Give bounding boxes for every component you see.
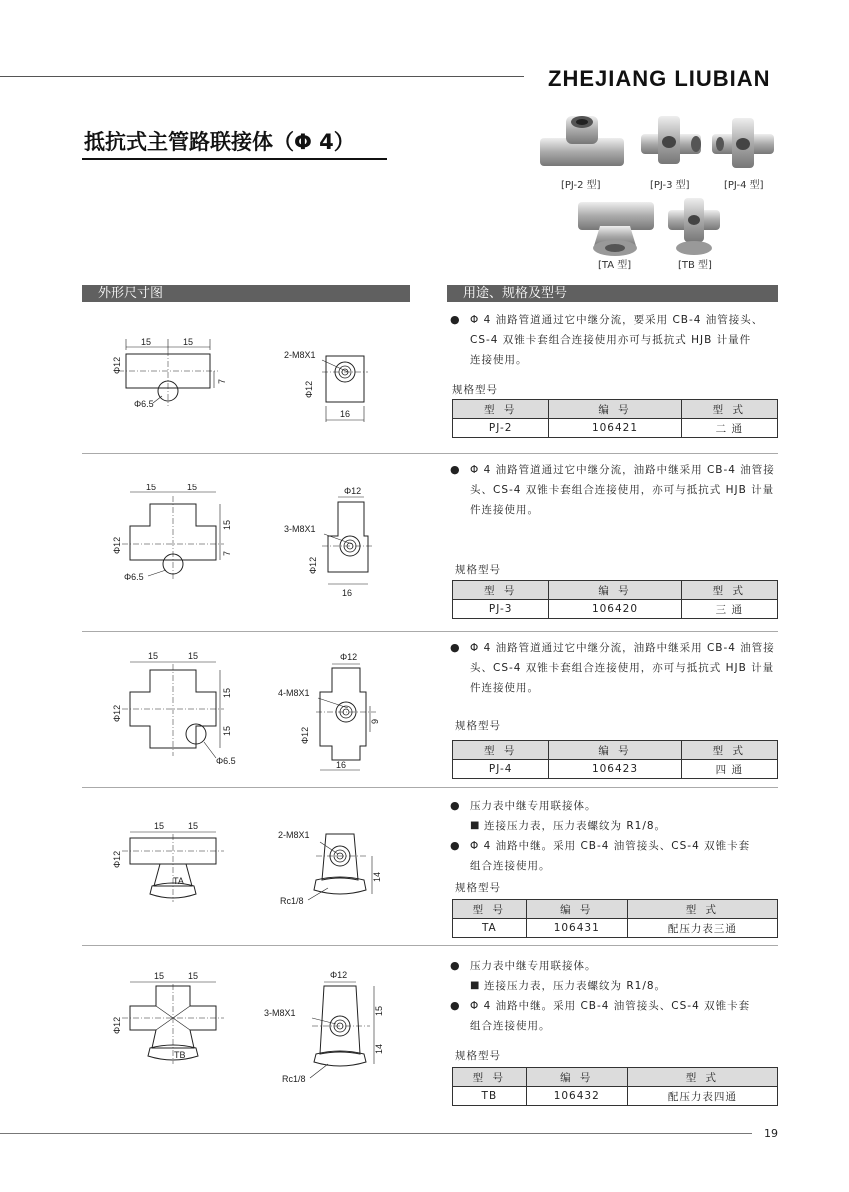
dim-v: 15 <box>374 1005 384 1016</box>
bullet-icon: ● <box>450 463 461 476</box>
spec-table-pj2: 型 号 编 号 型 式 PJ-2 106421 二 通 <box>452 399 778 438</box>
spec-table-ta: 型 号 编 号 型 式 TA 106431 配压力表三通 <box>452 899 778 938</box>
bullet-icon: ● <box>450 959 461 972</box>
dim-rc: Rc1/8 <box>282 1074 306 1084</box>
spec-table-tb: 型 号 编 号 型 式 TB 106432 配压力表四通 <box>452 1067 778 1106</box>
section-bar-usage: 用途、规格及型号 <box>447 285 778 302</box>
spec-label: 规格型号 <box>455 720 501 732</box>
dim-top: Φ12 <box>330 970 348 980</box>
spec-label: 规格型号 <box>455 882 501 894</box>
dim-v2: 15 <box>222 725 232 736</box>
separator <box>82 453 778 454</box>
dim-w: 16 <box>342 588 353 598</box>
table-row: PJ-3 106420 三 通 <box>453 600 778 619</box>
dim-hole: Φ6.5 <box>124 572 144 582</box>
dim-dia: Φ12 <box>112 704 122 722</box>
section-bar-dimensions: 外形尺寸图 <box>82 285 410 302</box>
dim-b: 15 <box>187 484 198 492</box>
dim-b: 15 <box>183 337 194 347</box>
photo-label-ta: [TA 型] <box>598 260 632 271</box>
dim-v: 15 <box>222 519 232 530</box>
dim-thread: 2-M8X1 <box>284 350 316 360</box>
bullet-icon: ● <box>450 313 461 326</box>
table-row: TA 106431 配压力表三通 <box>453 919 778 938</box>
dim-top: Φ12 <box>340 652 358 662</box>
page-number: 19 <box>764 1127 778 1140</box>
table-row: PJ-2 106421 二 通 <box>453 419 778 438</box>
dim-dia: Φ12 <box>112 850 122 868</box>
table-row: TB 106432 配压力表四通 <box>453 1087 778 1106</box>
separator <box>82 631 778 632</box>
dim-thread: 4-M8X1 <box>278 688 310 698</box>
title-underline <box>82 158 387 160</box>
desc-pj2: ● Φ 4 油路管道通过它中继分流，要采用 CB-4 油管接头、 CS-4 双锥卡套组合连接使用亦可与抵抗式 HJB 计量件 连接使用。 <box>450 310 780 370</box>
part-mark: TA <box>173 876 184 886</box>
photo-pj3 <box>636 112 706 176</box>
drawing-tb-side <box>262 966 386 1088</box>
drawing-pj3-side <box>282 484 382 600</box>
square-bullet-icon: ■ <box>470 980 481 991</box>
brand-name: ZHEJIANG LIUBIAN <box>548 66 771 91</box>
dim-dia: Φ12 <box>112 536 122 554</box>
drawing-pj2-side <box>282 346 372 426</box>
dim-dia: Φ12 <box>308 556 318 574</box>
dim-h9: 9 <box>370 718 380 724</box>
spec-table-pj4: 型 号 编 号 型 式 PJ-4 106423 四 通 <box>452 740 778 779</box>
drawing-pj2-front <box>108 334 228 414</box>
dim-v: 15 <box>222 687 232 698</box>
bullet-icon: ● <box>450 999 461 1012</box>
drawing-ta-side <box>276 826 386 910</box>
desc-pj4: ● Φ 4 油路管道通过它中继分流，油路中继采用 CB-4 油管接 头、CS-4 双锥卡套组合连接使用，亦可与抵抗式 HJB 计量 件连接使用。 <box>450 638 780 698</box>
drawing-tb-front <box>108 968 238 1068</box>
dim-w: 16 <box>336 760 347 770</box>
bullet-icon: ● <box>450 799 461 812</box>
dim-a: 15 <box>148 651 159 661</box>
square-bullet-icon: ■ <box>470 820 481 831</box>
dim-dia: Φ12 <box>304 380 314 398</box>
part-mark: TB <box>174 1050 186 1060</box>
photo-pj4 <box>708 112 778 176</box>
dim-a: 15 <box>154 971 165 981</box>
spec-label: 规格型号 <box>455 1050 501 1062</box>
desc-ta: ● 压力表中继专用联接体。 ■ 连接压力表，压力表螺纹为 R1/8。 ● Φ 4 油路中继。采用 CB-4 油管接头、CS-4 双锥卡套 组合连接使用。 <box>450 796 780 876</box>
dim-top: Φ12 <box>344 486 362 496</box>
photo-label-pj2: [PJ-2 型] <box>561 180 601 191</box>
bullet-icon: ● <box>450 641 461 654</box>
spec-label: 规格型号 <box>452 384 498 396</box>
separator <box>82 787 778 788</box>
dim-dia: Φ12 <box>112 1016 122 1034</box>
footer-rule <box>0 1133 752 1134</box>
dim-dia: Φ12 <box>300 726 310 744</box>
bullet-icon: ● <box>450 839 461 852</box>
photo-ta <box>570 196 660 262</box>
dim-a: 15 <box>141 337 152 347</box>
dim-dia: Φ12 <box>112 356 122 374</box>
dim-hole: Φ6.5 <box>134 399 154 409</box>
dim-rc: Rc1/8 <box>280 896 304 906</box>
dim-h: 7 <box>217 378 227 384</box>
dim-thread: 2-M8X1 <box>278 830 310 840</box>
dim-h: 14 <box>374 1043 384 1054</box>
drawing-pj4-side <box>276 650 386 775</box>
dim-a: 15 <box>146 484 157 492</box>
separator <box>82 945 778 946</box>
dim-a: 15 <box>154 821 165 831</box>
spec-label: 规格型号 <box>455 564 501 576</box>
dim-h: 7 <box>222 550 232 556</box>
spec-table-pj3: 型 号 编 号 型 式 PJ-3 106420 三 通 <box>452 580 778 619</box>
table-row: PJ-4 106423 四 通 <box>453 760 778 779</box>
desc-tb: ● 压力表中继专用联接体。 ■ 连接压力表，压力表螺纹为 R1/8。 ● Φ 4 油路中继。采用 CB-4 油管接头、CS-4 双锥卡套 组合连接使用。 <box>450 956 780 1036</box>
dim-hole: Φ6.5 <box>216 756 236 766</box>
desc-pj3: ● Φ 4 油路管道通过它中继分流，油路中继采用 CB-4 油管接 头、CS-4 双锥卡套组合连接使用，亦可与抵抗式 HJB 计量 件连接使用。 <box>450 460 780 520</box>
dim-w: 16 <box>340 409 351 419</box>
drawing-pj3-front <box>108 484 238 584</box>
photo-pj2 <box>538 112 628 176</box>
photo-label-tb: [TB 型] <box>678 260 712 271</box>
drawing-ta-front <box>108 816 238 906</box>
dim-thread: 3-M8X1 <box>284 524 316 534</box>
dim-b: 15 <box>188 971 199 981</box>
page-title: 抵抗式主管路联接体（Φ 4） <box>84 130 355 154</box>
photo-tb <box>664 196 724 262</box>
dim-b: 15 <box>188 651 199 661</box>
photo-label-pj4: [PJ-4 型] <box>724 180 764 191</box>
dim-thread: 3-M8X1 <box>264 1008 296 1018</box>
dim-h: 14 <box>372 871 382 882</box>
header-rule <box>0 76 524 77</box>
photo-label-pj3: [PJ-3 型] <box>650 180 690 191</box>
dim-b: 15 <box>188 821 199 831</box>
drawing-pj4-front <box>108 650 248 770</box>
